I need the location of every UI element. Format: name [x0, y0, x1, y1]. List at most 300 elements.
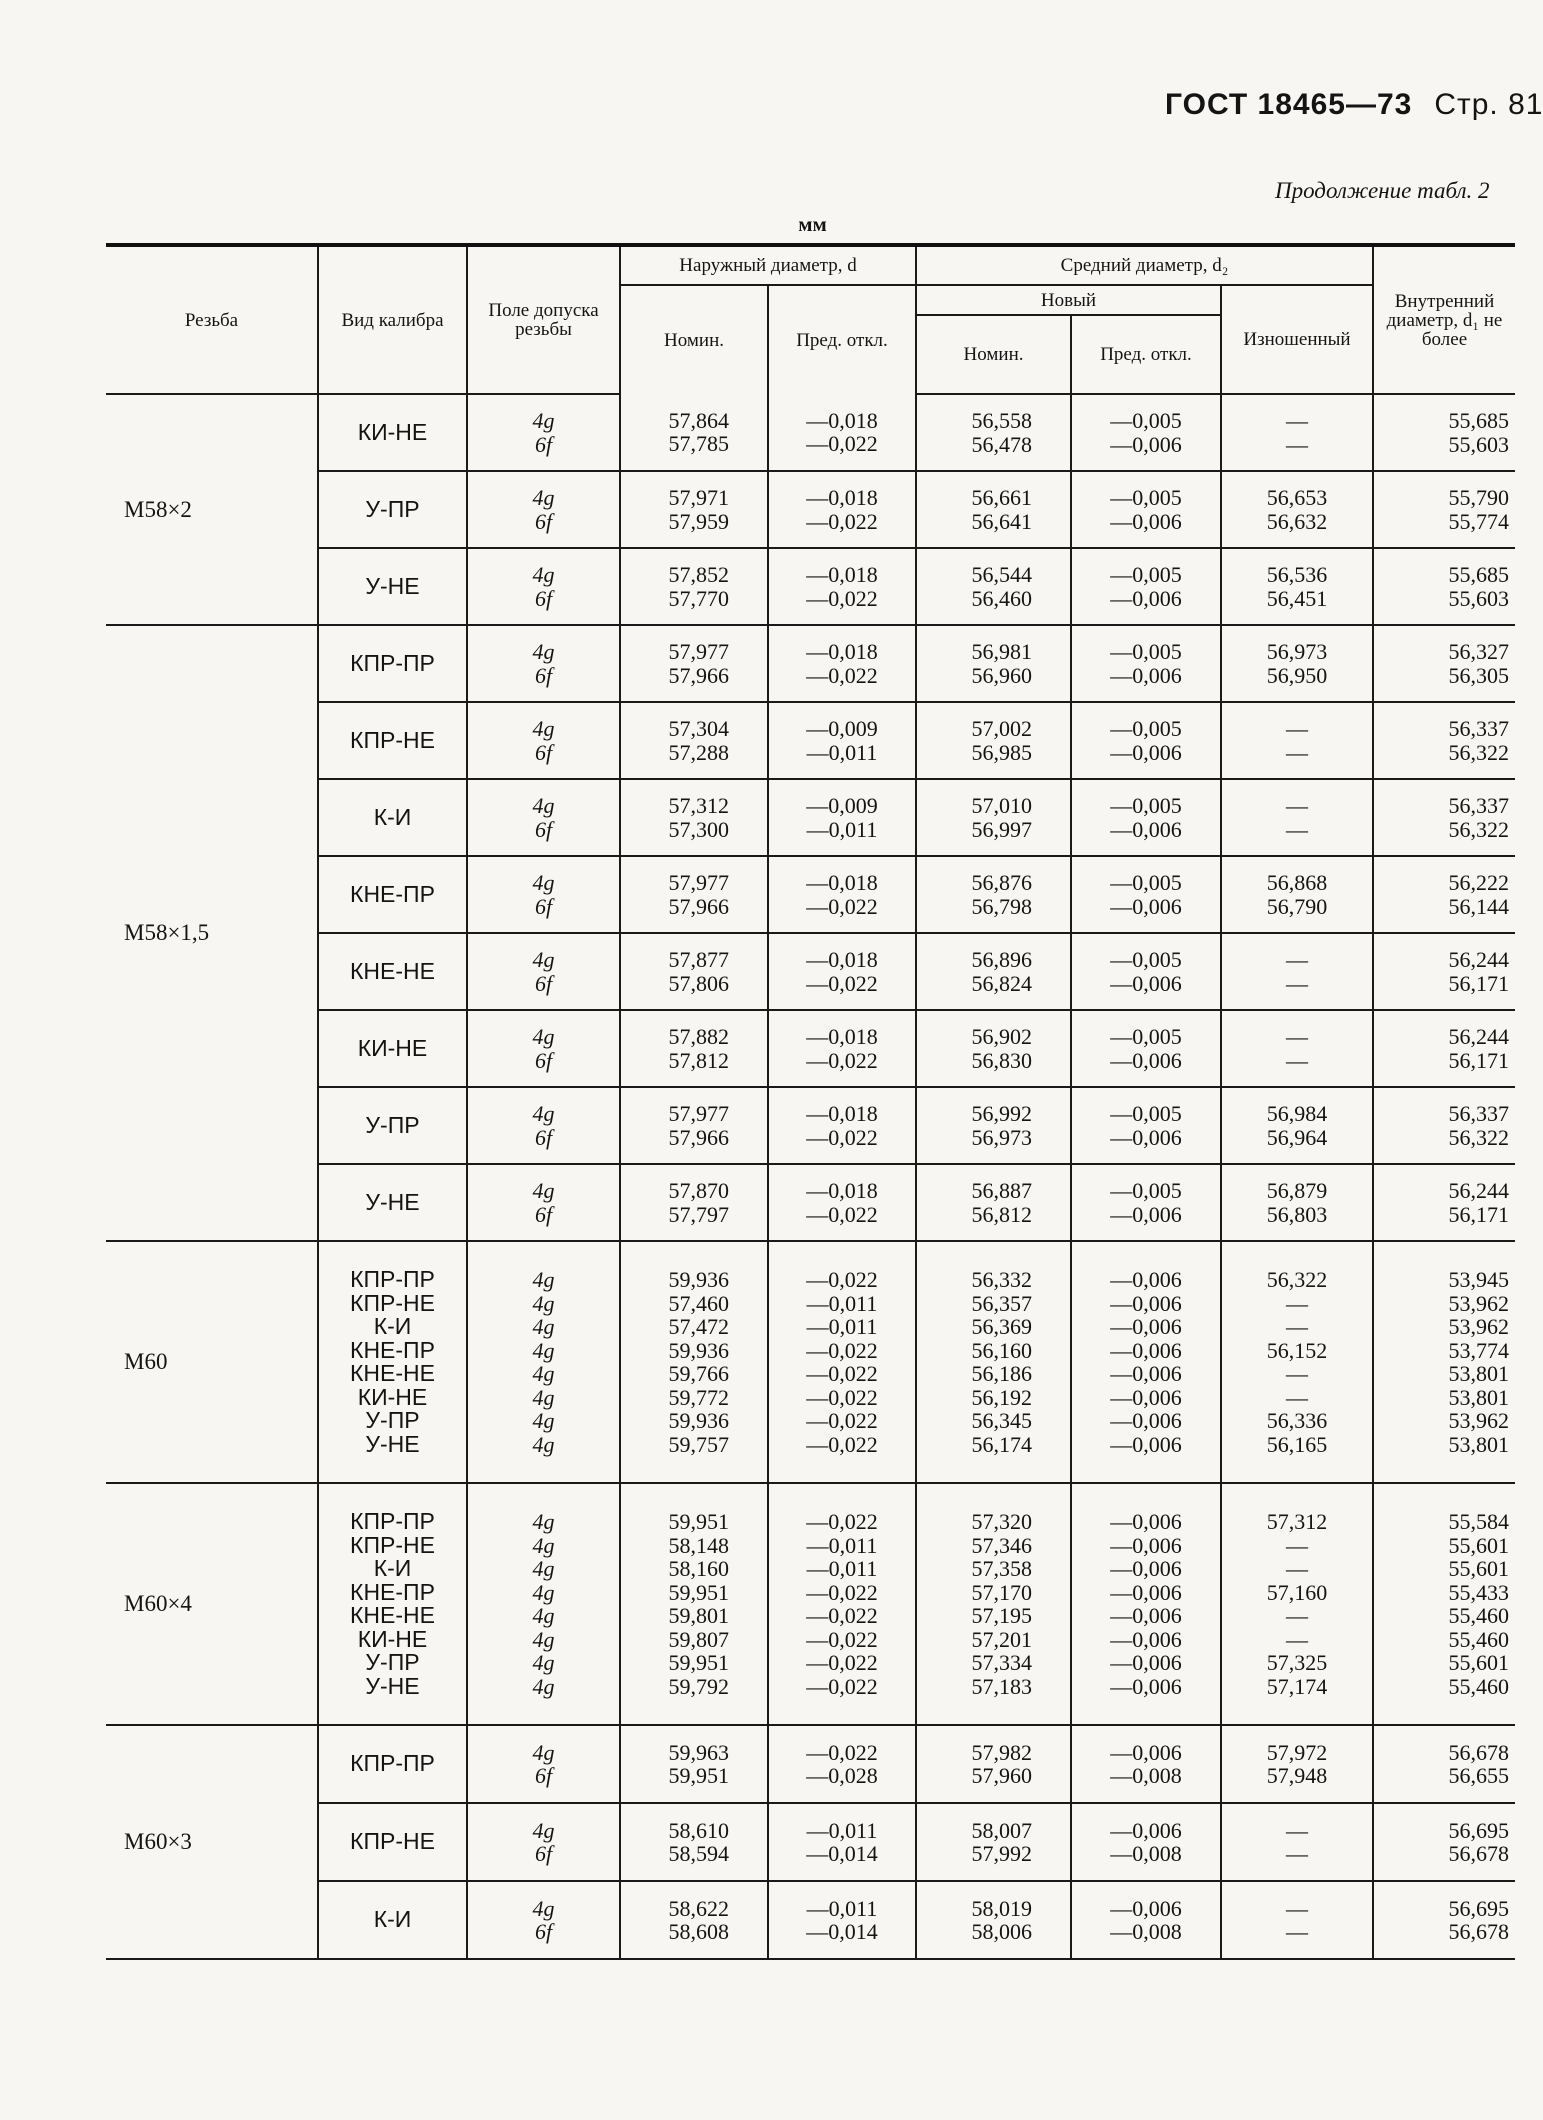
worn-value	[1221, 1725, 1373, 1803]
inner-diameter	[1373, 471, 1515, 548]
inner-diameter-value: 55,601	[1448, 1532, 1509, 1558]
inner-diameter-value: 56,327	[1448, 639, 1509, 664]
pitch-deviation	[1071, 702, 1221, 779]
worn-value-value: —	[1286, 1290, 1308, 1316]
pitch-deviation	[1071, 1241, 1221, 1483]
gauge-type	[318, 1483, 467, 1725]
outer-nominal	[620, 1164, 768, 1241]
outer-deviation-value: —0,018	[806, 870, 878, 895]
pitch-nominal	[916, 702, 1071, 779]
worn-value-value: —	[1286, 1361, 1308, 1386]
worn-value-value: —	[1286, 1817, 1308, 1843]
gauge-type-value: К-И	[373, 1555, 412, 1581]
inner-diameter-value: 53,801	[1448, 1361, 1509, 1386]
table-row	[106, 1725, 1515, 1803]
tolerance-field	[467, 1725, 620, 1803]
table-row	[106, 471, 1515, 548]
inner-diameter-value: 56,337	[1448, 716, 1509, 741]
outer-deviation	[768, 625, 916, 702]
inner-diameter	[1373, 702, 1515, 779]
inner-diameter	[1373, 1010, 1515, 1087]
pitch-deviation-value: —0,006	[1110, 662, 1182, 688]
outer-deviation-value: —0,018	[806, 1101, 878, 1126]
outer-nominal-value: 59,963	[668, 1739, 729, 1765]
outer-deviation	[768, 1881, 916, 1959]
outer-nominal-value: 57,300	[668, 816, 729, 842]
gauge-type-value: КПР-ПР	[350, 1508, 435, 1534]
table-row	[106, 1010, 1515, 1087]
tolerance-field-value: 4g	[532, 1024, 555, 1049]
pitch-nominal	[916, 1241, 1071, 1483]
outer-deviation-value: —0,022	[806, 1626, 878, 1652]
gauge-type: КИ-НЕ	[318, 1010, 467, 1087]
tolerance-field-value: 4g	[532, 1431, 555, 1457]
inner-diameter	[1373, 1164, 1515, 1241]
worn-value	[1221, 1881, 1373, 1959]
col-od-nominal: Номин.	[620, 285, 768, 394]
inner-diameter-value: 56,695	[1448, 1817, 1509, 1843]
worn-value-value: 56,536	[1266, 562, 1328, 587]
pitch-nominal	[916, 625, 1071, 702]
worn-value	[1221, 548, 1373, 625]
outer-deviation-value: —0,011	[806, 1314, 878, 1339]
pitch-deviation-value: —0,006	[1110, 970, 1182, 996]
outer-deviation	[768, 1010, 916, 1087]
table-row	[106, 548, 1515, 625]
outer-nominal	[620, 1483, 768, 1725]
pitch-deviation-value: —0,006	[1110, 1509, 1182, 1534]
tolerance-field-value: 4g	[532, 639, 555, 664]
pitch-deviation-value: —0,006	[1110, 1408, 1182, 1433]
tolerance-field-value: 4g	[532, 1895, 555, 1921]
thread-designation: M58×1,5	[106, 625, 318, 1241]
inner-diameter	[1373, 1725, 1515, 1803]
outer-deviation-value: —0,011	[806, 1895, 878, 1921]
tolerance-field-value: 6f	[534, 1201, 553, 1227]
worn-value-value: —	[1286, 1919, 1308, 1944]
pitch-nominal-value: 56,997	[971, 816, 1032, 842]
pitch-nominal-value: 57,346	[971, 1532, 1032, 1558]
pitch-deviation-value: —0,006	[1110, 1739, 1182, 1765]
worn-value-value: 57,174	[1266, 1673, 1328, 1699]
outer-deviation-value: —0,009	[806, 793, 878, 818]
outer-nominal	[620, 779, 768, 856]
tolerance-field-value: 4g	[532, 1739, 555, 1765]
inner-diameter-value: 55,790	[1448, 485, 1509, 510]
pitch-deviation-value: —0,008	[1110, 1841, 1182, 1866]
table-row	[106, 856, 1515, 933]
pitch-deviation-value: —0,006	[1110, 739, 1182, 765]
outer-deviation	[768, 856, 916, 933]
tolerance-field-value: 6f	[534, 1124, 553, 1150]
outer-deviation	[768, 1164, 916, 1241]
pitch-deviation-value: —0,006	[1110, 1532, 1182, 1558]
inner-diameter-value: 55,584	[1448, 1509, 1509, 1534]
pitch-nominal-value: 56,876	[971, 870, 1032, 895]
pitch-deviation-value: —0,005	[1110, 1024, 1182, 1049]
pitch-nominal-value: 56,478	[971, 431, 1032, 457]
gauge-type-value: КНЕ-НЕ	[350, 1602, 435, 1628]
pitch-deviation	[1071, 1483, 1221, 1725]
tolerance-field-value: 6f	[534, 1047, 553, 1073]
inner-diameter-value: 53,801	[1448, 1431, 1509, 1457]
table-row	[106, 1241, 1515, 1483]
pitch-nominal-value: 57,960	[971, 1763, 1032, 1788]
pitch-nominal-value: 56,824	[971, 970, 1032, 996]
pitch-deviation-value: —0,006	[1110, 1579, 1182, 1605]
worn-value-value: 56,790	[1266, 893, 1328, 919]
gauge-type-value: У-НЕ	[365, 1672, 420, 1699]
outer-nominal-value: 57,966	[668, 1124, 729, 1150]
gauge-type	[318, 1241, 467, 1483]
inner-diameter	[1373, 1087, 1515, 1164]
tolerance-field	[467, 1164, 620, 1241]
tolerance-table	[106, 243, 1515, 1960]
worn-value-value: —	[1286, 1603, 1308, 1628]
worn-value-value: 56,336	[1266, 1408, 1328, 1433]
gauge-type-value: КНЕ-НЕ	[350, 1360, 435, 1386]
outer-deviation-value: —0,011	[806, 739, 878, 765]
gauge-type-value: У-ПР	[365, 1649, 420, 1675]
pitch-deviation-value: —0,006	[1110, 1047, 1182, 1073]
pitch-deviation-value: —0,005	[1110, 639, 1182, 664]
outer-nominal-value: 59,801	[668, 1603, 729, 1628]
outer-nominal-value: 58,608	[668, 1919, 729, 1944]
gauge-type-value: У-ПР	[365, 1407, 420, 1433]
inner-diameter-value: 55,603	[1448, 585, 1509, 611]
outer-nominal-value: 57,977	[668, 639, 729, 664]
pitch-deviation-value: —0,006	[1110, 1337, 1182, 1363]
gauge-type-value: У-НЕ	[365, 1430, 420, 1457]
inner-diameter-value: 56,322	[1448, 816, 1509, 842]
worn-value-value: —	[1286, 716, 1308, 741]
pitch-deviation	[1071, 1881, 1221, 1959]
pitch-nominal-value: 56,174	[971, 1431, 1032, 1457]
tolerance-field-value: 6f	[534, 508, 553, 534]
outer-deviation	[768, 1483, 916, 1725]
outer-nominal	[620, 471, 768, 548]
tolerance-field-value: 4g	[532, 1314, 555, 1339]
outer-nominal	[620, 548, 768, 625]
table-row	[106, 933, 1515, 1010]
pitch-nominal-value: 57,195	[971, 1603, 1032, 1628]
pitch-nominal	[916, 1725, 1071, 1803]
outer-deviation-value: —0,018	[806, 1024, 878, 1049]
tolerance-field-value: 4g	[532, 1626, 555, 1652]
outer-nominal	[620, 933, 768, 1010]
outer-deviation	[768, 1241, 916, 1483]
worn-value-value: —	[1286, 1384, 1308, 1410]
pitch-nominal-value: 57,010	[971, 793, 1032, 818]
outer-nominal	[620, 1881, 768, 1959]
outer-nominal-value: 57,460	[668, 1290, 729, 1316]
outer-nominal-value: 58,160	[668, 1556, 729, 1581]
pitch-nominal-value: 56,186	[971, 1361, 1032, 1386]
table-row	[106, 394, 1515, 471]
outer-nominal-value: 58,622	[668, 1895, 729, 1921]
outer-deviation	[768, 548, 916, 625]
outer-nominal	[620, 625, 768, 702]
tolerance-field	[467, 856, 620, 933]
pitch-nominal	[916, 1164, 1071, 1241]
outer-deviation-value: —0,011	[806, 1532, 878, 1558]
table-row	[106, 1483, 1515, 1725]
pitch-nominal-value: 56,661	[971, 485, 1032, 510]
inner-diameter-value: 56,322	[1448, 739, 1509, 765]
outer-deviation-value: —0,022	[806, 1673, 878, 1699]
outer-deviation-value: —0,018	[806, 562, 878, 587]
inner-diameter	[1373, 1881, 1515, 1959]
pitch-nominal-value: 56,960	[971, 662, 1032, 688]
outer-nominal	[620, 1010, 768, 1087]
col-new: Новый	[916, 285, 1221, 315]
table-row	[106, 1881, 1515, 1959]
gauge-type: КНЕ-ПР	[318, 856, 467, 933]
worn-value-value: 56,973	[1266, 639, 1328, 664]
tolerance-field-value: 4g	[532, 1178, 555, 1203]
col-pd-nominal: Номин.	[916, 315, 1071, 394]
outer-deviation-value: —0,022	[806, 1509, 878, 1534]
tolerance-field	[467, 1010, 620, 1087]
tolerance-field-value: 4g	[532, 1673, 555, 1699]
pitch-deviation-value: —0,006	[1110, 1314, 1182, 1339]
pitch-deviation	[1071, 625, 1221, 702]
inner-diameter-value: 55,603	[1448, 431, 1509, 457]
outer-nominal-value: 57,812	[668, 1047, 729, 1073]
pitch-nominal	[916, 548, 1071, 625]
inner-diameter-value: 55,601	[1448, 1650, 1509, 1675]
outer-deviation-value: —0,022	[806, 1201, 878, 1227]
outer-nominal-value: 57,770	[668, 585, 729, 611]
gauge-type-value: КИ-НЕ	[357, 1625, 428, 1652]
inner-diameter-value: 56,337	[1448, 1101, 1509, 1126]
unit-label: мм	[798, 212, 827, 236]
outer-nominal-value: 59,951	[668, 1650, 729, 1675]
tolerance-field-value: 4g	[532, 1532, 555, 1558]
gauge-type: КПР-НЕ	[318, 702, 467, 779]
inner-diameter-value: 56,222	[1448, 870, 1509, 895]
outer-deviation-value: —0,018	[806, 1178, 878, 1203]
inner-diameter-value: 55,460	[1448, 1673, 1509, 1699]
inner-diameter	[1373, 933, 1515, 1010]
table-row	[106, 1087, 1515, 1164]
pitch-nominal-value: 57,170	[971, 1579, 1032, 1605]
pitch-deviation-value: —0,006	[1110, 1556, 1182, 1581]
outer-nominal	[620, 1241, 768, 1483]
worn-value	[1221, 471, 1373, 548]
thread-designation: M60×3	[106, 1725, 318, 1959]
tolerance-field-value: 4g	[532, 1290, 555, 1316]
pitch-deviation-value: —0,006	[1110, 1650, 1182, 1675]
tolerance-field-value: 4g	[532, 1817, 555, 1843]
outer-deviation	[768, 702, 916, 779]
pitch-deviation-value: —0,005	[1110, 947, 1182, 972]
pitch-deviation-value: —0,008	[1110, 1763, 1182, 1788]
gauge-type-value: КИ-НЕ	[357, 1383, 428, 1410]
pitch-deviation-value: —0,005	[1110, 408, 1182, 433]
outer-nominal	[620, 1803, 768, 1881]
gauge-type-value: КПР-НЕ	[350, 1531, 435, 1558]
gauge-type: КИ-НЕ	[318, 394, 467, 471]
outer-deviation	[768, 394, 916, 471]
worn-value-value: —	[1286, 739, 1308, 765]
pitch-deviation-value: —0,006	[1110, 1361, 1182, 1386]
inner-diameter-value: 56,322	[1448, 1124, 1509, 1150]
outer-nominal-value: 57,864	[668, 407, 729, 433]
worn-value-value: 57,160	[1266, 1579, 1328, 1605]
worn-value-value: 56,152	[1266, 1337, 1328, 1363]
worn-value	[1221, 933, 1373, 1010]
inner-diameter-value: 56,305	[1448, 662, 1509, 688]
tolerance-field-value: 4g	[532, 1509, 555, 1534]
worn-value	[1221, 856, 1373, 933]
inner-diameter-value: 56,695	[1448, 1895, 1509, 1921]
outer-nominal-value: 57,959	[668, 508, 729, 534]
outer-nominal-value: 59,772	[668, 1384, 729, 1410]
tolerance-field-value: 4g	[532, 1579, 555, 1605]
pitch-nominal-value: 57,334	[971, 1650, 1032, 1675]
gauge-type: КПР-ПР	[318, 625, 467, 702]
outer-nominal-value: 59,792	[668, 1673, 729, 1699]
pitch-nominal-value: 56,798	[971, 893, 1032, 919]
tolerance-field-value: 6f	[534, 1919, 553, 1944]
pitch-deviation-value: —0,008	[1110, 1919, 1182, 1944]
pitch-deviation-value: —0,006	[1110, 1267, 1182, 1292]
pitch-nominal-value: 56,812	[971, 1201, 1032, 1227]
worn-value-value: 56,868	[1266, 870, 1328, 895]
pitch-deviation	[1071, 856, 1221, 933]
outer-deviation-value: —0,022	[806, 1384, 878, 1410]
col-thread: Резьба	[106, 245, 318, 394]
worn-value-value: 57,972	[1266, 1739, 1328, 1765]
col-tolerance-field: Поле допуска резьбы	[467, 245, 620, 394]
tolerance-field-value: 4g	[532, 1408, 555, 1433]
outer-deviation-value: —0,018	[806, 947, 878, 972]
outer-nominal-value: 58,148	[668, 1532, 729, 1558]
pitch-deviation-value: —0,006	[1110, 1603, 1182, 1628]
pitch-nominal-value: 58,006	[971, 1919, 1032, 1944]
inner-diameter-value: 56,678	[1448, 1739, 1509, 1765]
worn-value	[1221, 779, 1373, 856]
outer-nominal-value: 57,966	[668, 893, 729, 919]
inner-diameter-value: 56,144	[1448, 893, 1509, 919]
outer-deviation-value: —0,018	[806, 407, 878, 433]
col-inner-diameter: Внутренний диаметр, d₁ не более	[1373, 245, 1515, 394]
pitch-deviation-value: —0,005	[1110, 1101, 1182, 1126]
outer-nominal-value: 57,966	[668, 662, 729, 688]
pitch-nominal-value: 56,830	[971, 1047, 1032, 1073]
outer-nominal-value: 57,870	[668, 1178, 729, 1203]
gauge-type: К-И	[318, 1881, 467, 1959]
tolerance-field	[467, 471, 620, 548]
pitch-nominal	[916, 1483, 1071, 1725]
outer-deviation-value: —0,022	[806, 970, 878, 996]
outer-deviation-value: —0,011	[806, 816, 878, 842]
worn-value-value: —	[1286, 1626, 1308, 1652]
outer-deviation-value: —0,022	[806, 1267, 878, 1292]
inner-diameter	[1373, 856, 1515, 933]
tolerance-field-value: 4g	[532, 562, 555, 587]
outer-nominal-value: 57,785	[668, 431, 729, 456]
pitch-nominal-value: 57,982	[971, 1739, 1032, 1765]
worn-value-value: 56,165	[1266, 1431, 1328, 1457]
outer-nominal-value: 59,766	[668, 1361, 729, 1386]
pitch-nominal-value: 57,320	[971, 1509, 1032, 1534]
outer-deviation	[768, 933, 916, 1010]
worn-value-value: —	[1286, 816, 1308, 842]
pitch-deviation	[1071, 394, 1221, 471]
outer-deviation-value: —0,022	[806, 662, 878, 688]
worn-value	[1221, 1010, 1373, 1087]
tolerance-field-value: 4g	[532, 1603, 555, 1628]
outer-nominal	[620, 1087, 768, 1164]
col-worn: Изношенный	[1221, 285, 1373, 394]
inner-diameter	[1373, 548, 1515, 625]
outer-nominal-value: 57,877	[668, 947, 729, 972]
pitch-nominal-value: 56,357	[971, 1290, 1032, 1316]
pitch-nominal	[916, 394, 1071, 471]
inner-diameter-value: 56,171	[1448, 1201, 1509, 1227]
outer-nominal-value: 57,304	[668, 716, 729, 741]
pitch-deviation-value: —0,005	[1110, 870, 1182, 895]
inner-diameter-value: 55,685	[1448, 562, 1509, 587]
inner-diameter-value: 53,801	[1448, 1384, 1509, 1410]
tolerance-field-value: 6f	[534, 1841, 553, 1866]
table-row	[106, 702, 1515, 779]
outer-deviation	[768, 471, 916, 548]
worn-value-value: —	[1286, 1024, 1308, 1049]
inner-diameter-value: 56,337	[1448, 793, 1509, 818]
outer-nominal-value: 59,936	[668, 1267, 729, 1292]
pitch-nominal-value: 56,896	[971, 947, 1032, 972]
pitch-nominal-value: 56,641	[971, 508, 1032, 534]
pitch-deviation-value: —0,006	[1110, 1201, 1182, 1227]
worn-value-value: —	[1286, 1047, 1308, 1073]
outer-deviation-value: —0,022	[806, 1337, 878, 1363]
pitch-nominal-value: 57,183	[971, 1673, 1032, 1699]
page-number: Стр. 81	[1434, 88, 1543, 121]
inner-diameter-value: 53,945	[1448, 1267, 1509, 1292]
tolerance-field-value: 4g	[532, 716, 555, 741]
pitch-deviation-value: —0,006	[1110, 1290, 1182, 1316]
table-row	[106, 625, 1515, 702]
col-pitch-diameter: Средний диаметр, d₂	[916, 245, 1373, 285]
outer-nominal-value: 59,936	[668, 1337, 729, 1363]
inner-diameter-value: 56,171	[1448, 1047, 1509, 1073]
worn-value	[1221, 1164, 1373, 1241]
tolerance-field-value: 6f	[534, 431, 553, 457]
worn-value-value: —	[1286, 793, 1308, 818]
gauge-type-value: КНЕ-ПР	[350, 1578, 435, 1605]
pitch-nominal-value: 56,973	[971, 1124, 1032, 1150]
worn-value-value: 56,879	[1266, 1178, 1328, 1203]
inner-diameter-value: 55,460	[1448, 1603, 1509, 1628]
pitch-nominal-value: 57,992	[971, 1841, 1032, 1866]
outer-deviation-value: —0,022	[806, 1361, 878, 1386]
outer-deviation-value: —0,009	[806, 716, 878, 741]
worn-value	[1221, 702, 1373, 779]
worn-value-value: 57,312	[1266, 1509, 1328, 1534]
worn-value-value: 56,950	[1266, 662, 1328, 688]
worn-value-value: —	[1286, 1314, 1308, 1339]
tolerance-field-value: 4g	[532, 1337, 555, 1363]
pitch-nominal-value: 57,002	[971, 716, 1032, 741]
outer-nominal	[620, 702, 768, 779]
thread-designation: M60	[106, 1241, 318, 1483]
gauge-type-value: КПР-НЕ	[350, 1289, 435, 1316]
thread-designation: M58×2	[106, 394, 318, 625]
worn-value-value: 57,948	[1266, 1763, 1328, 1788]
